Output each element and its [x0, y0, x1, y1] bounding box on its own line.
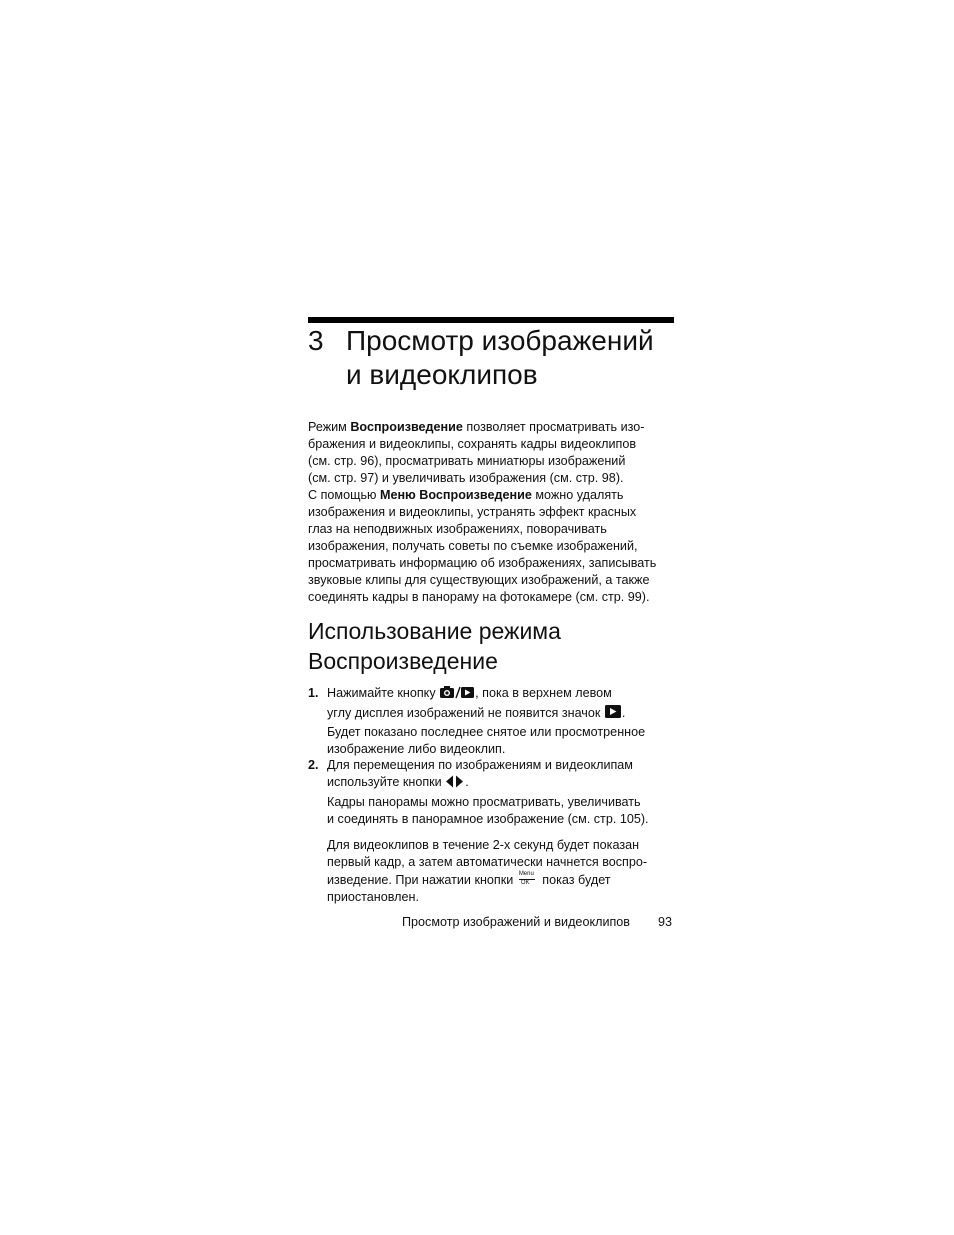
- camera-playback-button-icon: [439, 685, 475, 704]
- chapter-number: 3: [308, 325, 324, 356]
- intro-paragraph-1: Режим Воспроизведение позволяет просматривать изо- бражения и видеоклипы, сохранять кадры видеоклипов (см. стр. 96), просматривать миниатюры изображений (см. стр. 97) и увеличивать изображения (см. стр. 98).: [308, 420, 645, 485]
- intro-text: [308, 419, 674, 606]
- playback-icon: [604, 704, 622, 724]
- menu-ok-button-icon: Menu OK: [518, 871, 534, 886]
- footer-title: Просмотр изображений и видеоклипов: [401, 915, 630, 929]
- chapter-rule: [308, 317, 674, 323]
- intro-paragraph-2: С помощью Меню Воспроизведение можно удалять изображения и видеоклипы, устранять эффект красных глаз на неподвижных изображениях, поворачивать изображения, получать советы по съемке изображений, просматривать информацию об изображениях, записывать звуковые клипы для существующих изображений, а также соединять кадры в панораму на фотокамере (см. стр. 99).: [308, 488, 657, 604]
- left-right-arrows-icon: [445, 775, 465, 793]
- section-title: Использование режима Воспроизведение: [308, 618, 561, 674]
- page-number: 93: [657, 915, 672, 929]
- panorama-note: Кадры панорамы можно просматривать, увеличивать и соединять в панорамное изображение (см. стр. 105).: [327, 795, 649, 826]
- video-note: Для видеоклипов в течение 2-х секунд будет показан первый кадр, а затем автоматически начнется воспро- изведение. При нажатии кнопки Menu OK показ будет приостановлен.: [327, 838, 648, 904]
- chapter-title: Просмотр изображений и видеоклипов: [346, 325, 654, 390]
